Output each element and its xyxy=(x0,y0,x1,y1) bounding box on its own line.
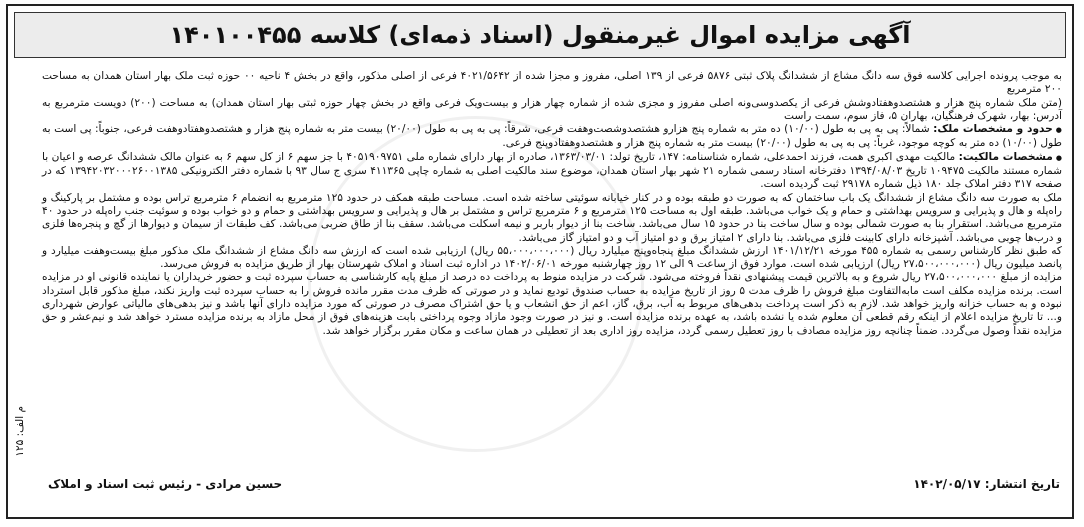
auction-terms: مزایده از مبلغ ۲۷،۵۰۰،۰۰۰،۰۰۰ ریال شروع و به بالاترین قیمت پیشنهادی نقداً فروخته می‌شود. شرکت در مزایده منوط به پرداخت ده درصد از مبلغ پایه کارشناسی به حساب سپرده ثبت و حضور خریداران یا نماینده قانونی او در مزایده است. برنده مزایده مکلف است مابه‌التفاوت مبلغ فروش را ظرف مدت ۵ روز از تاریخ مزایده به حساب صندوق تودیع نماید و در صورتی که ظرف مدت مقرر مانده فروش را به حساب سپرده ثبت واریز نکند، مبلغ مذکور قابل استرداد نبوده و به حساب خزانه واریز خواهد شد. لازم به ذکر است پرداخت بدهی‌های مربوط به آب، برق، گاز، اعم از حق انشعاب و یا حق اشتراک مصرف در صورتی که مورد مزایده دارای آنها باشد و نیز بدهی‌های مالیاتی عوارض شهرداری و... تا تاریخ مزایده اعلام از اینکه رقم قطعی آن معلوم شده یا نشده باشد، به عهده برنده مزایده است. و نیز در صورت وجود مازاد وجوه پرداختی بابت هزینه‌های فوق از محل مازاد به برنده مزایده مسترد خواهد شد و نیم‌عشر و حق مزایده نقداً وصول می‌گردد. ضمناً چنانچه روز مزایده مصادف با روز تعطیل رسمی گردد، مزایده روز اداری بعد از تعطیلی در همان ساعت و مکان مقرر برگزار خواهد شد. xyxy=(42,271,1062,337)
property-description: (متن ملک شماره پنج هزار و هشتصدوهفتادوشش فرعی از یکصدوسی‌ونه اصلی مفروز و مجزی شده از شماره چهار هزار و بیست‌ویک فرعی واقع در بخش چهار حوزه ثبتی بهار استان همدان) به مساحت (۲۰۰) دویست مترمربع به آدرس: بهار، شهرک فرهنگیان، بهاران ۵، فاز سوم، سمت راست xyxy=(42,96,1062,122)
publish-date: تاریخ انتشار: ۱۴۰۲/۰۵/۱۷ xyxy=(913,477,1060,491)
title-box xyxy=(14,12,1066,58)
signature: حسین مرادی - رئیس ثبت اسناد و املاک xyxy=(48,477,283,491)
bounds-paragraph xyxy=(42,123,1062,151)
notice-frame xyxy=(6,4,1074,519)
owner-text: مالکیت مهدی اکبری همت، فرزند احمدعلی، شماره شناسنامه: ۱۴۷، تاریخ تولد: ۱۳۶۳/۰۳/۰۱، صادره از بهار دارای شماره ملی ۴۰۵۱۹۰۹۷۵۱ با جز سهم ۶ از کل سهم ۶ به عنوان مالک ششدانگ عرصه و اعیان با شماره مستند مالکیت ۱۰۹۴۷۵ تاریخ ۱۳۹۴/۰۸/۰۳ دفترخانه اسناد رسمی شماره ۲۱ شهر بهار استان همدان، موضوع سند مالکیت اصلی به شماره چاپی ۴۱۱۳۶۵ سری ج سال ۹۳ با شماره دفتر الکترونیکی ۱۳۹۴۲۰۳۲۰۰۰۲۶۰۰۱۳۸۵ که در صفحه ۳۱۷ دفتر املاک جلد ۱۸۰ ذیل شماره ۲۹۱۷۸ ثبت گردیده است. xyxy=(42,150,1062,191)
notice-title: آگهی مزایده اموال غیرمنقول (اسناد ذمه‌ای) کلاسه ۱۴۰۱۰۰۴۵۵ xyxy=(169,21,911,49)
notice-body xyxy=(42,70,1062,338)
owner-label: ● مشخصات مالکیت: xyxy=(959,151,1062,163)
building-description: ملک به صورت سه دانگ مشاع از ششدانگ یک باب ساختمان که به صورت دو طبقه بوده و در کنار خیابانه سوئیتی ساخته شده است. مساحت طبقه همکف در حدود ۱۲۵ مترمربع به انضمام ۶ مترمربع تراس بوده و مشتمل بر پارکینگ و راه‌پله و هال و پذیرایی و سرویس بهداشتی و حمام و یک خواب می‌باشد. طبقه اول به مساحت ۱۲۵ مترمربع و ۶ مترمربع تراس و مشتمل بر هال و پذیرایی و سرویس بهداشتی و حمام و دو خواب بوده و سوئیت جنب راه‌پله در حدود ۴۰ مترمربع می‌باشد. استقرار بنا به صورت شمالی بوده و سال ساخت بنا در حدود ۱۵ سال می‌باشد. ساخت بنا از دیوار باربر و نیمه اسکلت می‌باشد. سقف بنا از طاق ضربی می‌باشد. کف طبقات از سیمان و دیوارها از گچ و پنجره‌ها فلزی و درب‌ها چوبی می‌باشد. آشپزخانه دارای کابینت فلزی می‌باشد. بنا دارای ۲ امتیاز برق و دو امتیاز آب و دو امتیاز گاز می‌باشد. xyxy=(42,191,1063,244)
bounds-text: شمالاً: پی به پی به طول (۱۰/۰۰) ده متر به شماره پنج هزارو هشتصدوشصت‌وهفت فرعی، شرقاً: پی به پی به طول (۲۰/۰۰) بیست متر به شماره پنج هزار و هشتصدوهفتادوهفت فرعی، جنوباً: پی است به طول (۱۰/۰۰) ده متر به کوچه موجود، غرباً: پی به پی به طول (۲۰/۰۰) بیست متر به شماره پنج هزار و هشتصدوهفتادوپنج فرعی. xyxy=(42,123,1062,150)
notice-footer xyxy=(48,477,1060,491)
side-reference-code: م الف: ۱۲۵ xyxy=(14,406,26,457)
owner-paragraph xyxy=(42,151,1062,192)
bounds-label: ● حدود و مشخصات ملک: xyxy=(933,123,1062,135)
intro-paragraph: به موجب پرونده اجرایی کلاسه فوق سه دانگ مشاع از ششدانگ پلاک ثبتی ۵۸۷۶ فرعی از ۱۳۹ اصلی، مفروز و مجزا شده از ۴۰۲۱/۵۶۴۲ فرعی از اصلی مذکور، واقع در بخش ۴ ناحیه ۰۰ حوزه ثبت ملک بهار استان همدان به مساحت ۲۰۰ مترمربع xyxy=(42,70,1062,96)
valuation-paragraph: که طبق نظر کارشناس رسمی به شماره ۴۵۵ مورخه ۱۴۰۱/۱۲/۲۱ ارزش ششدانگ مبلغ پنجاه‌وپنج میلیارد ریال (۵۵،۰۰۰،۰۰۰،۰۰۰ ریال) ارزیابی شده است که ارزش سه دانگ مشاع از ششدانگ ملک مذکور مبلغ بیست‌وهفت میلیارد و پانصد میلیون ریال (۲۷،۵۰۰،۰۰۰،۰۰۰ ریال) ارزیابی شده است. موارد فوق از ساعت ۹ الی ۱۲ روز چهارشنبه مورخه ۱۴۰۲/۰۶/۰۱ در اداره ثبت اسناد و املاک شهرستان بهار از طریق مزایده به فروش می‌رسد. xyxy=(42,244,1062,271)
